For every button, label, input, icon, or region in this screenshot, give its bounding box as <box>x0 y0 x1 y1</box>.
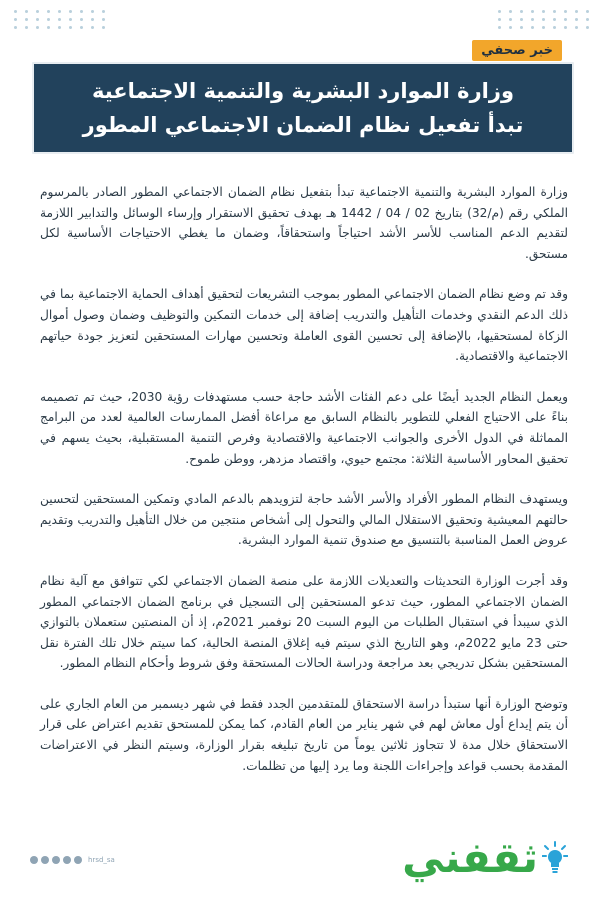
decorative-dot <box>542 10 545 13</box>
decorative-dot <box>14 10 17 13</box>
footer <box>0 818 606 900</box>
decorative-dot <box>520 18 523 21</box>
snapchat-icon <box>74 856 82 864</box>
decorative-dot <box>102 18 105 21</box>
decorative-dot <box>14 26 17 29</box>
decorative-dot <box>36 10 39 13</box>
decorative-dot <box>80 26 83 29</box>
decorative-dot <box>14 18 17 21</box>
linkedin-icon <box>63 856 71 864</box>
decorative-dot <box>520 10 523 13</box>
decorative-dot <box>25 10 28 13</box>
decorative-dot <box>47 10 50 13</box>
decorative-dot <box>69 26 72 29</box>
decorative-dots-left <box>14 10 108 29</box>
decorative-dot <box>531 26 534 29</box>
decorative-dot <box>586 10 589 13</box>
paragraph: ويستهدف النظام المطور الأفراد والأسر الأشد حاجة لتزويدهم بالدعم المادي وتمكين المستحقين لتحسين حالتهم المعيشية وتحقيق الاستقلال المالي والتحول إلى أشخاص منتجين من خلال التأهيل والتدريب وتقديم عروض العمل المناسبة بالتنسيق مع صندوق تنمية الموارد البشرية. <box>40 492 568 548</box>
decorative-dot <box>586 18 589 21</box>
youtube-icon <box>52 856 60 864</box>
decorative-dot <box>102 26 105 29</box>
decorative-dots-right <box>498 10 592 29</box>
decorative-dot <box>25 18 28 21</box>
decorative-dot <box>542 26 545 29</box>
instagram-icon <box>41 856 49 864</box>
site-logo <box>402 833 568 882</box>
decorative-dot <box>498 18 501 21</box>
decorative-dot <box>509 18 512 21</box>
decorative-dot <box>58 26 61 29</box>
lightbulb-icon <box>542 841 568 875</box>
decorative-dot <box>564 26 567 29</box>
decorative-dot <box>575 18 578 21</box>
paragraph: وقد أجرت الوزارة التحديثات والتعديلات اللازمة على منصة الضمان الاجتماعي لكي تتوافق مع آلية نظام الضمان الاجتماعي المطور، حيث تدعو المستحقين إلى التسجيل في برنامج الضمان الاجتماعي المطور الذي سيبدأ في استقبال الطلبات من اليوم السبت 20 نوفمبر 2021م، إذ أن المنصتين ستعملان بالتوازي حتى 23 مايو 2022م، وهو التاريخ الذي سيتم فيه إغلاق المنصة الحالية، كما سيتم خلال تلك الفترة نقل المستحقين بشكل تدريجي بعد مراجعة ودراسة الحالات المستحقة وفق شروط وأحكام النظام المطور. <box>40 573 568 671</box>
paragraph: وقد تم وضع نظام الضمان الاجتماعي المطور بموجب التشريعات لتحقيق أهداف الحماية الاجتماعية بما في ذلك الدعم النقدي وخدمات التأهيل والتدريب إضافة إلى خدمات التمكين والتوظيف وضمان وصول أموال الزكاة لمستحقيها، بالإضافة إلى تحسين القوى العاملة وتحسين مهارات المستحقين لتعزيز جودة حياتهم الاجتماعية والاقتصادية. <box>40 287 568 364</box>
decorative-dot <box>47 18 50 21</box>
decorative-dot <box>564 10 567 13</box>
decorative-dot <box>531 18 534 21</box>
decorative-dot <box>58 18 61 21</box>
decorative-dot <box>36 18 39 21</box>
decorative-dot <box>36 26 39 29</box>
social-handle <box>30 856 115 864</box>
decorative-dot <box>520 26 523 29</box>
title-banner <box>32 62 574 154</box>
decorative-dot <box>498 10 501 13</box>
handle-text: hrsd_sa <box>88 856 115 864</box>
decorative-dot <box>91 10 94 13</box>
decorative-dot <box>25 26 28 29</box>
decorative-dot <box>586 26 589 29</box>
decorative-dot <box>509 10 512 13</box>
decorative-dot <box>575 26 578 29</box>
decorative-dot <box>542 18 545 21</box>
decorative-dot <box>58 10 61 13</box>
decorative-dot <box>80 10 83 13</box>
title-line-2: تبدأ تفعيل نظام الضمان الاجتماعي المطور <box>82 113 524 137</box>
decorative-dot <box>509 26 512 29</box>
decorative-dot <box>553 10 556 13</box>
paragraph: وزارة الموارد البشرية والتنمية الاجتماعية تبدأ بتفعيل نظام الضمان الاجتماعي المطور الصادر بالمرسوم الملكي رقم (م/32) بتاريخ 02 / 04 / 1442 هـ بهدف تحقيق الاستقرار وإرساء الوسائل والتدابير اللازمة لتقديم الدعم المناسب للأسر الأشد احتياجاً واستحقاقاً، وضمان ما يغطي الاحتياجات الأساسية لكل مستحق. <box>40 185 569 261</box>
decorative-dot <box>91 18 94 21</box>
decorative-dot <box>47 26 50 29</box>
social-icons <box>30 856 82 864</box>
decorative-dot <box>91 26 94 29</box>
decorative-dot <box>564 18 567 21</box>
decorative-dot <box>69 18 72 21</box>
decorative-dot <box>80 18 83 21</box>
decorative-dot <box>69 10 72 13</box>
title-line-1: وزارة الموارد البشرية والتنمية الاجتماعية <box>92 79 514 103</box>
logo-text: ثقفني <box>402 833 538 882</box>
decorative-dot <box>553 18 556 21</box>
press-tag: خبر صحفي <box>472 40 562 61</box>
decorative-dot <box>498 26 501 29</box>
decorative-dot <box>102 10 105 13</box>
article-body <box>40 182 568 796</box>
decorative-dot <box>531 10 534 13</box>
twitter-icon <box>30 856 38 864</box>
decorative-dot <box>553 26 556 29</box>
paragraph: ويعمل النظام الجديد أيضًا على دعم الفئات الأشد حاجة حسب مستهدفات رؤية 2030، حيث تم تصميمه بناءً على الاحتياج الفعلي للتطوير بالنظام السابق مع مراعاة أفضل الممارسات العالمية لعدد من البرامج المماثلة في الدول الأخرى والجوانب الاجتماعية والاقتصادية وفرص التنمية المستقبلية، بحيث يسهم في تحقيق المحاور الأساسية الثلاثة: مجتمع حيوي، واقتصاد مزدهر، ووطن طموح. <box>40 389 568 466</box>
paragraph: وتوضح الوزارة أنها ستبدأ دراسة الاستحقاق للمتقدمين الجدد فقط في شهر ديسمبر من العام الجاري على أن يتم إيداع أول معاش لهم في شهر يناير من العام القادم، كما يمكن للمستحق تقديم اعتراض على قرار الاستحقاق خلال مدة لا تتجاوز ثلاثين يوماً من تاريخ تبليغه بقرار الوزارة، وسيتم النظر في الاعتراضات المقدمة بحسب قواعد وإجراءات اللجنة وما يرد إليها من تظلمات. <box>40 696 568 773</box>
decorative-dot <box>575 10 578 13</box>
